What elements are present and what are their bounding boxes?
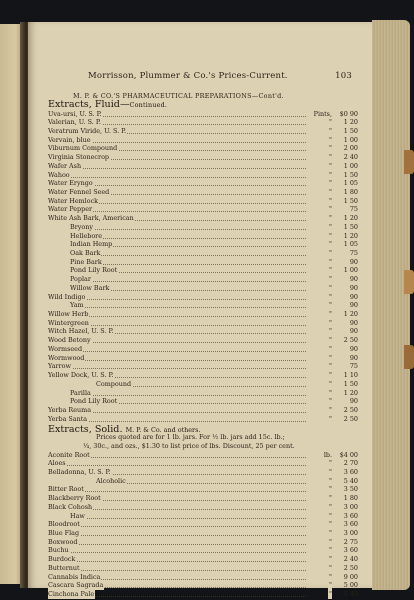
item-price: 90	[349, 318, 358, 327]
price-list-row	[48, 319, 358, 328]
item-price: 2 70	[343, 459, 358, 468]
item-unit: "	[329, 476, 332, 485]
item-name: Alcoholic	[96, 476, 126, 485]
item-price: 2 40	[343, 555, 358, 564]
item-name: Belladonna, U. S. P.	[48, 467, 111, 476]
item-price: 1 50	[343, 379, 358, 388]
item-name: Hellebore	[70, 231, 102, 240]
item-unit: lb.	[323, 450, 332, 459]
dot-leader	[54, 420, 306, 422]
item-unit: "	[329, 118, 332, 127]
item-unit: "	[329, 344, 332, 353]
item-name: Parilla	[70, 388, 91, 397]
dot-leader	[54, 367, 306, 369]
price-list-row	[48, 327, 358, 336]
item-unit: "	[329, 388, 332, 397]
item-name: Poplar	[70, 275, 91, 284]
item-unit: "	[329, 283, 332, 292]
item-name: Cinchona Pale	[48, 590, 95, 598]
item-name: Wormwood	[48, 353, 85, 362]
item-unit: "	[329, 310, 332, 319]
price-list-row	[48, 118, 358, 127]
item-unit: "	[329, 301, 332, 310]
price-list-row	[48, 406, 358, 415]
item-unit: "	[329, 485, 332, 494]
item-unit: "	[329, 126, 332, 135]
fluid-extracts-title: Extracts, Fluid—	[48, 99, 130, 110]
dot-leader	[54, 456, 306, 458]
price-list-row	[48, 555, 358, 564]
price-list-row	[48, 503, 358, 512]
dot-leader	[76, 263, 306, 265]
item-name: Bloodroot	[48, 520, 80, 529]
price-list-row	[48, 249, 358, 258]
dot-leader	[54, 560, 306, 562]
price-list-row	[48, 110, 358, 119]
price-list-row	[48, 371, 358, 380]
item-price: 1 10	[343, 371, 358, 380]
dot-leader	[54, 315, 306, 317]
item-name: Water Hemlock	[48, 196, 99, 205]
item-unit: "	[329, 511, 332, 520]
solid-extracts-description: M. P. & Co. and others.	[125, 426, 201, 434]
page-number: 103	[335, 71, 352, 81]
item-name: Veratrum Viride, U. S. P.	[48, 126, 127, 135]
item-unit: "	[329, 161, 332, 170]
item-name: Indian Hemp	[70, 240, 113, 249]
price-list-row	[48, 345, 358, 354]
item-price: 1 20	[343, 231, 358, 240]
item-name: Yerba Santa	[48, 414, 88, 423]
price-list-row	[48, 310, 358, 319]
item-price: 75	[349, 362, 358, 371]
solid-extracts-note	[83, 433, 295, 450]
item-name: Wahoo	[48, 170, 70, 179]
item-price: $4 00	[339, 450, 358, 459]
price-list-row	[48, 354, 358, 363]
item-name: Blackberry Root	[48, 494, 101, 503]
price-list-row	[48, 266, 358, 275]
price-list-row	[48, 477, 358, 486]
dot-leader	[76, 254, 306, 256]
item-price: 1 80	[343, 494, 358, 503]
item-unit: "	[329, 371, 332, 380]
price-list-row	[48, 362, 358, 371]
solid-extracts-title: Extracts, Solid.	[48, 424, 123, 435]
item-price: 1 50	[343, 126, 358, 135]
item-price: 1 50	[343, 222, 358, 231]
item-unit: "	[329, 379, 332, 388]
item-price: 1 50	[343, 196, 358, 205]
item-name: Buchu	[48, 546, 69, 555]
item-unit: Pints,	[313, 109, 332, 118]
solid-extracts-note-line: Prices quoted are for 1 lb. jars. For ½ lb. jars add 15c. lb.;	[96, 433, 285, 441]
price-list-row	[48, 275, 358, 284]
price-list-row	[48, 415, 358, 424]
price-list-row	[48, 529, 358, 538]
item-price: 5 00	[343, 581, 358, 590]
dot-leader	[54, 359, 306, 361]
item-price: 1 80	[343, 187, 358, 196]
item-price: 1 20	[343, 310, 358, 319]
item-name: Yellow Dock, U. S. P.	[48, 371, 114, 380]
item-name: Bitter Root	[48, 485, 84, 494]
item-unit: "	[329, 179, 332, 188]
dot-leader	[54, 551, 306, 553]
dot-leader	[54, 350, 306, 352]
price-list-row	[48, 153, 358, 162]
item-unit: "	[329, 231, 332, 240]
price-list-row	[48, 389, 358, 398]
solid-extracts-list	[48, 451, 358, 599]
item-price: 90	[349, 344, 358, 353]
price-list-row	[48, 136, 358, 145]
item-name: Willow Herb	[48, 310, 89, 319]
price-list-row	[48, 494, 358, 503]
dot-leader	[76, 306, 306, 308]
item-name: Pond Lily Root	[70, 266, 118, 275]
dot-leader	[54, 167, 306, 169]
item-name: Uva-ursi, U. S. P.	[48, 109, 102, 118]
item-unit: "	[329, 405, 332, 414]
page-fore-edge	[372, 20, 410, 590]
dot-leader	[54, 298, 306, 300]
item-price: 5 40	[343, 590, 358, 598]
item-unit: "	[329, 318, 332, 327]
item-price: 90	[349, 292, 358, 301]
item-price: 90	[349, 275, 358, 284]
item-price: 75	[349, 249, 358, 257]
item-price: 2 00	[343, 144, 358, 153]
item-price: 3 00	[343, 528, 358, 537]
item-price: 1 20	[343, 214, 358, 223]
item-price: 2 50	[343, 563, 358, 572]
item-name: Wild Indigo	[48, 292, 86, 301]
item-unit: "	[329, 546, 332, 555]
price-list-row	[48, 397, 358, 406]
dot-leader	[102, 385, 306, 387]
running-head-title: Morrisson, Plummer & Co.'s Prices-Current.	[88, 71, 288, 81]
item-name: Aloes	[48, 459, 66, 468]
item-name: Boxwood	[48, 537, 78, 546]
item-price: 1 00	[343, 135, 358, 144]
dot-leader	[76, 280, 306, 282]
item-unit: "	[329, 353, 332, 362]
price-list-row	[48, 459, 358, 468]
price-list-row	[48, 538, 358, 547]
price-list-row	[48, 223, 358, 232]
item-unit: "	[329, 187, 332, 196]
item-price: 90	[349, 397, 358, 406]
fluid-extracts-subtitle: Continued.	[129, 101, 168, 109]
item-unit: "	[329, 459, 332, 468]
price-list-row	[48, 468, 358, 477]
item-price: 3 00	[343, 502, 358, 511]
item-name: Cannabis Indica	[48, 572, 101, 581]
dot-leader	[54, 525, 306, 527]
dot-leader	[54, 464, 306, 466]
item-price: 3 60	[343, 546, 358, 555]
item-unit: "	[329, 467, 332, 476]
item-price: 90	[349, 283, 358, 292]
item-name: Water Fennel Seed	[48, 187, 110, 196]
item-name: Water Eryngo	[48, 179, 93, 188]
item-name: Yam	[70, 301, 84, 310]
item-name: White Ash Bark, American	[48, 214, 134, 223]
price-list-row	[48, 127, 358, 136]
item-price: 90	[349, 301, 358, 310]
item-unit: "	[329, 336, 332, 345]
item-unit: "	[329, 205, 332, 214]
item-name: Yerba Reuma	[48, 405, 92, 414]
item-name: Bryony	[70, 222, 93, 231]
dot-leader	[54, 341, 306, 343]
item-unit: "	[329, 327, 332, 336]
item-name: Wafer Ash	[48, 161, 82, 170]
item-price: 5 40	[343, 476, 358, 485]
dot-leader	[76, 517, 306, 519]
item-unit: "	[329, 170, 332, 179]
item-unit: "	[329, 581, 332, 590]
item-unit: "	[329, 144, 332, 153]
item-unit: "	[329, 590, 332, 598]
price-list-row	[48, 573, 358, 582]
price-list-row	[48, 171, 358, 180]
item-price: 3 60	[343, 520, 358, 529]
item-price: 9 00	[343, 572, 358, 581]
dot-leader	[54, 569, 306, 571]
dot-leader	[54, 534, 306, 536]
price-list-row	[48, 179, 358, 188]
item-price: 1 05	[343, 179, 358, 188]
solid-extracts-note-line: ¼, 30c., and ozs., $1.30 to list price of lbs. Discount, 25 per cent.	[83, 441, 295, 450]
price-list-row	[48, 546, 358, 555]
fluid-extracts-list	[48, 110, 358, 424]
price-list-row	[48, 258, 358, 267]
price-list-row	[48, 301, 358, 310]
item-unit: "	[329, 257, 332, 266]
item-unit: "	[329, 414, 332, 423]
item-unit: "	[329, 537, 332, 546]
index-tab	[404, 270, 414, 294]
dot-leader	[54, 176, 306, 178]
item-unit: "	[329, 362, 332, 371]
item-unit: "	[329, 135, 332, 144]
price-list-row	[48, 197, 358, 206]
dot-leader	[102, 482, 306, 484]
price-list-row	[48, 336, 358, 345]
price-list-row	[48, 512, 358, 521]
item-name: Pond Lily Root	[70, 397, 118, 406]
price-list-row	[48, 214, 358, 223]
price-list-row	[48, 485, 358, 494]
item-unit: "	[329, 555, 332, 564]
price-list-row	[48, 451, 358, 460]
item-price: $0 90	[339, 109, 358, 118]
price-list-row	[48, 144, 358, 153]
item-name: Compound	[96, 379, 132, 388]
item-name: Aconite Root	[48, 450, 90, 459]
item-name: Pine Bark	[70, 257, 102, 266]
item-unit: "	[329, 214, 332, 223]
section-heading: M. P. & CO.'S PHARMACEUTICAL PREPARATIONS—Cont'd.	[73, 92, 284, 100]
item-unit: "	[329, 572, 332, 581]
dot-leader	[76, 394, 306, 396]
item-price: 2 50	[343, 405, 358, 414]
item-price: 75	[349, 205, 358, 214]
item-name: Wood Betony	[48, 336, 91, 345]
item-price: 90	[349, 257, 358, 266]
item-name: Virginia Stonecrop	[48, 153, 110, 162]
dot-leader	[54, 543, 306, 545]
item-price: 90	[349, 353, 358, 362]
item-price: 2 50	[343, 414, 358, 423]
item-unit: "	[329, 249, 332, 257]
price-list-row	[48, 581, 358, 590]
item-price: 3 60	[343, 467, 358, 476]
dot-leader	[76, 289, 306, 291]
dot-leader	[76, 228, 306, 230]
item-unit: "	[329, 563, 332, 572]
item-price: 3 60	[343, 511, 358, 520]
price-list-row	[48, 380, 358, 389]
item-price: 2 75	[343, 537, 358, 546]
item-unit: "	[329, 520, 332, 529]
dot-leader	[54, 141, 306, 143]
price-list-row	[48, 293, 358, 302]
price-list-row	[48, 205, 358, 214]
item-name: Willow Bark	[70, 283, 110, 292]
item-name: Haw	[70, 511, 85, 520]
item-price: 90	[349, 327, 358, 336]
item-unit: "	[329, 494, 332, 503]
item-price: 1 05	[343, 240, 358, 249]
item-name: Wintergreen	[48, 318, 89, 327]
price-list-row	[48, 284, 358, 293]
item-price: 3 50	[343, 485, 358, 494]
item-name: Burdock	[48, 555, 76, 564]
item-price: 2 40	[343, 153, 358, 162]
item-price: 1 00	[343, 161, 358, 170]
price-list-row	[48, 564, 358, 573]
price-list-row	[48, 162, 358, 171]
item-unit: "	[329, 240, 332, 249]
item-unit: "	[329, 222, 332, 231]
price-list-row	[48, 240, 358, 249]
item-unit: "	[329, 196, 332, 205]
item-name: Viburnum Compound	[48, 144, 118, 153]
item-name: Black Cohosh	[48, 502, 93, 511]
item-price: 1 50	[343, 170, 358, 179]
item-name: Witch Hazel, U. S. P.	[48, 327, 114, 336]
item-price: 1 20	[343, 118, 358, 127]
item-price: 1 20	[343, 388, 358, 397]
item-unit: "	[329, 397, 332, 406]
dot-leader	[54, 324, 306, 326]
index-tab	[404, 150, 414, 174]
item-name: Butternut	[48, 563, 80, 572]
item-price: 1 00	[343, 266, 358, 275]
item-unit: "	[329, 292, 332, 301]
item-name: Oak Bark	[70, 249, 101, 257]
item-unit: "	[329, 153, 332, 162]
price-list-row	[48, 520, 358, 529]
item-unit: "	[329, 528, 332, 537]
price-list-row	[48, 232, 358, 241]
item-unit: "	[329, 266, 332, 275]
index-tab	[404, 345, 414, 369]
item-name: Yarrow	[48, 362, 71, 371]
price-list-row	[48, 188, 358, 197]
price-list-row	[48, 590, 358, 599]
item-name: Cascara Sagrada	[48, 581, 104, 590]
dot-leader	[76, 237, 306, 239]
item-name: Valerian, U. S. P.	[48, 118, 101, 127]
fluid-extracts-heading	[48, 100, 167, 110]
item-unit: "	[329, 275, 332, 284]
item-name: Vervain, blue	[48, 135, 91, 144]
item-name: Water Pepper	[48, 205, 93, 214]
item-name: Blue Flag	[48, 528, 80, 537]
item-unit: "	[329, 502, 332, 511]
item-price: 2 50	[343, 336, 358, 345]
dot-leader	[54, 490, 306, 492]
item-name: Wormseed	[48, 344, 83, 353]
